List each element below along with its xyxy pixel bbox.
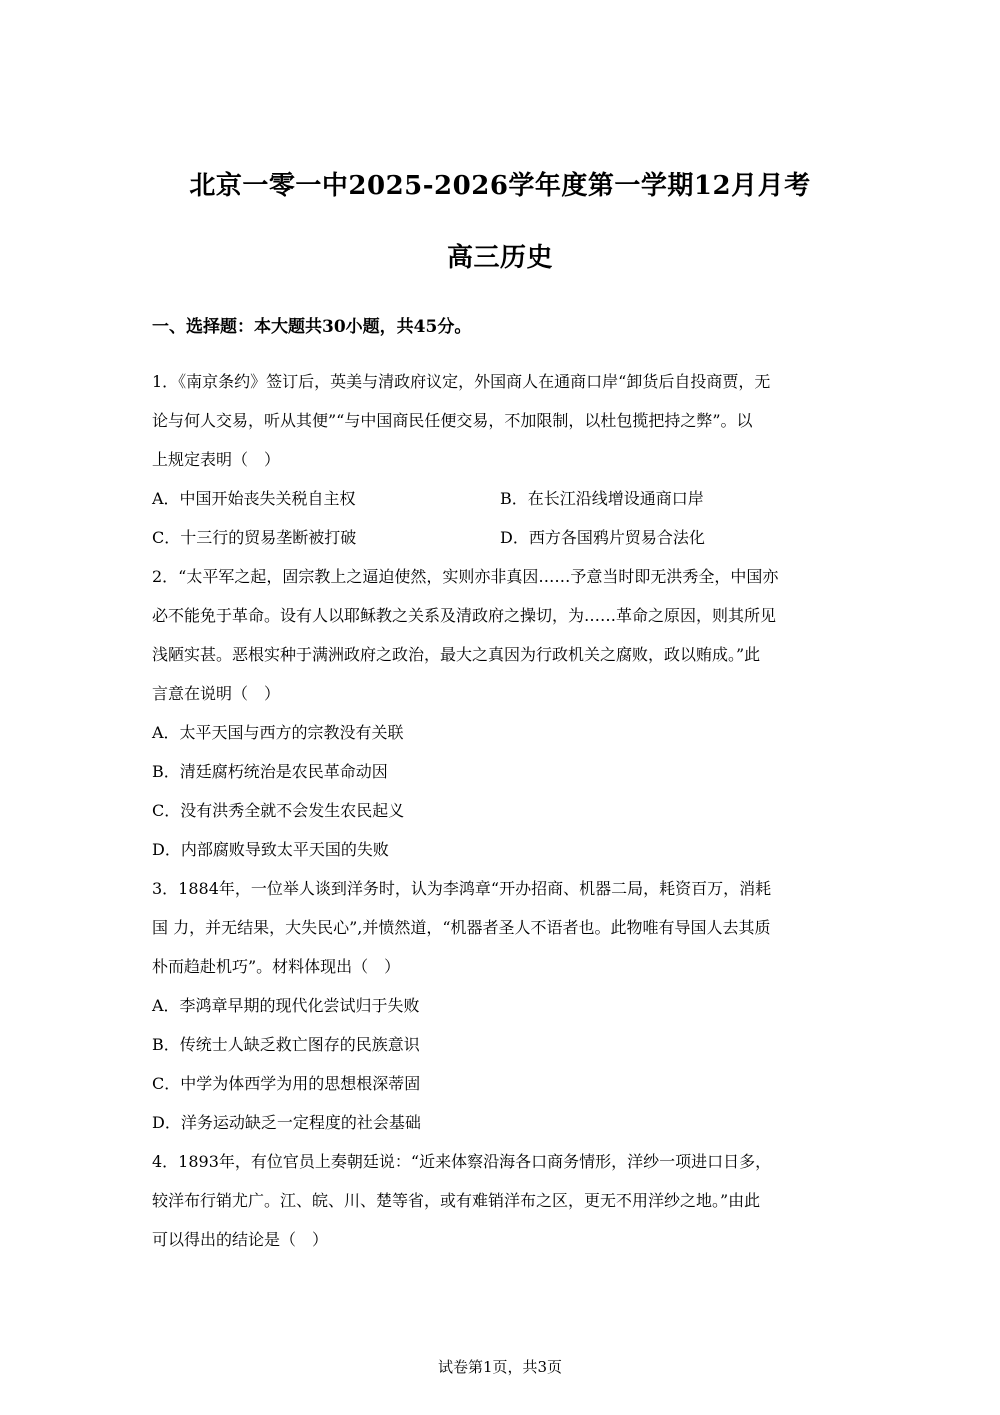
question-stem-line: 浅陋实甚。恶根实种于满洲政府之政治，最大之真因为行政机关之腐败，政以贿成。”此	[152, 645, 761, 664]
page-footer: 试卷第1页，共3页	[437, 1358, 563, 1376]
option-c: C．十三行的贸易垄断被打破	[152, 528, 357, 547]
option-c: C．中学为体西学为用的思想根深蒂固	[152, 1074, 421, 1093]
exam-title: 北京一零一中2025-2026学年度第一学期12月月考	[189, 171, 811, 201]
option-c: C．没有洪秀全就不会发生农民起义	[152, 801, 405, 820]
option-b: B．清廷腐朽统治是农民革命动因	[152, 762, 388, 781]
question-stem-line: 上规定表明（ ）	[152, 450, 281, 469]
question-stem-line: 可以得出的结论是（ ）	[152, 1230, 329, 1249]
section-heading: 一、选择题：本大题共30小题，共45分。	[152, 317, 472, 337]
question-stem-line: 1．《南京条约》签订后，英美与清政府议定，外国商人在通商口岸“卸货后自投商贾，无	[152, 372, 771, 391]
option-b: B．传统士人缺乏救亡图存的民族意识	[152, 1035, 420, 1054]
question-stem-line: 朴而趋赴机巧”。材料体现出（ ）	[152, 957, 401, 976]
option-b: B．在长江沿线增设通商口岸	[500, 489, 704, 508]
question-stem-line: 言意在说明（ ）	[152, 684, 281, 703]
question-stem-line: 2．“太平军之起，固宗教上之逼迫使然，实则亦非真因……予意当时即无洪秀全，中国亦	[152, 567, 779, 586]
exam-subtitle: 高三历史	[446, 243, 553, 273]
option-d: D．西方各国鸦片贸易合法化	[500, 528, 705, 547]
option-a: A．李鸿章早期的现代化尝试归于失败	[152, 996, 420, 1015]
option-a: A．太平天国与西方的宗教没有关联	[152, 723, 404, 742]
question-stem-line: 必不能免于革命。设有人以耶稣教之关系及清政府之操切，为……革命之原因，则其所见	[152, 606, 777, 625]
option-d: D．内部腐败导致太平天国的失败	[152, 840, 389, 859]
question-stem-line: 4．1893年，有位官员上奏朝廷说：“近来体察沿海各口商务情形，洋纱一项进口日多，	[152, 1152, 772, 1171]
question-stem-line: 较洋布行销尤广。江、皖、川、楚等省，或有难销洋布之区，更无不用洋纱之地。”由此	[152, 1191, 761, 1210]
option-d: D．洋务运动缺乏一定程度的社会基础	[152, 1113, 421, 1132]
option-a: A．中国开始丧失关税自主权	[152, 489, 356, 508]
question-stem-line: 国 力，并无结果，大失民心”,并愤然道，“机器者圣人不语者也。此物唯有导国人去其质	[152, 918, 771, 937]
question-stem-line: 论与何人交易，听从其便”“与中国商民任便交易，不加限制，以杜包揽把持之弊”。以	[152, 411, 753, 430]
question-stem-line: 3．1884年，一位举人谈到洋务时，认为李鸿章“开办招商、机器二局，耗资百万，消耗	[152, 879, 772, 898]
